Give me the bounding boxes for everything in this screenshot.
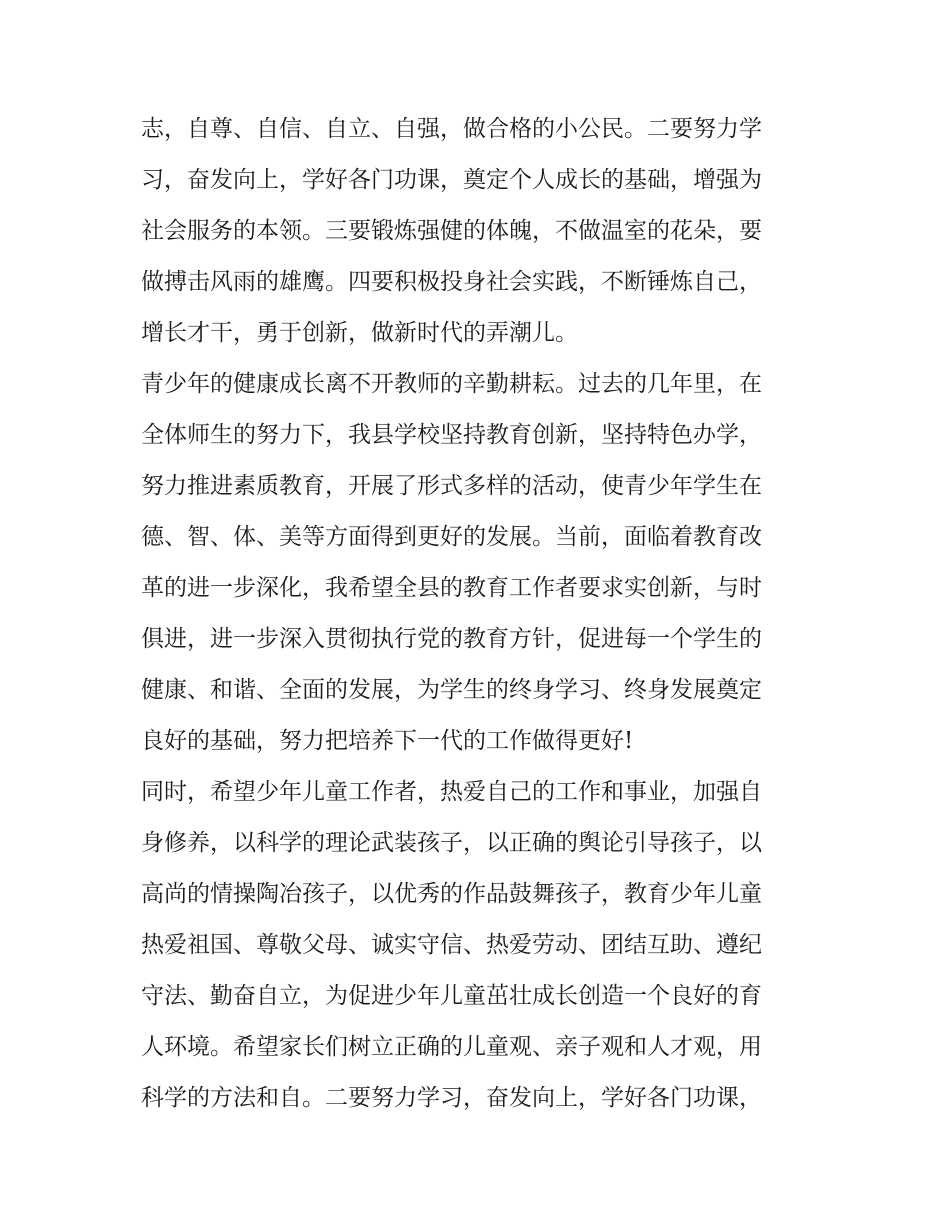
text-line-15: 身修养，以科学的理论武装孩子，以正确的舆论引导孩子，以: [141, 830, 762, 856]
text-line-14: 同时，希望少年儿童工作者，热爱自己的工作和事业，加强自: [141, 779, 762, 805]
text-line-1: 志，自尊、自信、自立、自强，做合格的小公民。二要努力学: [141, 116, 762, 142]
text-line-13: 良好的基础，努力把培养下一代的工作做得更好!: [141, 728, 634, 754]
text-line-8: 努力推进素质教育，开展了形式多样的活动，使青少年学生在: [141, 473, 762, 499]
text-line-7: 全体师生的努力下，我县学校坚持教育创新，坚持特色办学，: [141, 422, 762, 448]
text-line-6: 青少年的健康成长离不开教师的辛勤耕耘。过去的几年里，在: [141, 371, 762, 397]
text-line-17: 热爱祖国、尊敬父母、诚实守信、热爱劳动、团结互助、遵纪: [141, 932, 762, 958]
text-line-5: 增长才干，勇于创新，做新时代的弄潮儿。: [141, 320, 578, 346]
text-line-2: 习，奋发向上，学好各门功课，奠定个人成长的基础，增强为: [141, 167, 762, 193]
text-line-4: 做搏击风雨的雄鹰。四要积极投身社会实践，不断锤炼自己，: [141, 269, 762, 295]
text-line-10: 革的进一步深化，我希望全县的教育工作者要求实创新，与时: [141, 575, 762, 601]
text-line-11: 俱进，进一步深入贯彻执行党的教育方针，促进每一个学生的: [141, 626, 762, 652]
text-line-12: 健康、和谐、全面的发展，为学生的终身学习、终身发展奠定: [141, 677, 762, 703]
text-line-3: 社会服务的本领。三要锻炼强健的体魄，不做温室的花朵，要: [141, 218, 762, 244]
text-line-9: 德、智、体、美等方面得到更好的发展。当前，面临着教育改: [141, 524, 762, 550]
text-line-16: 高尚的情操陶冶孩子，以优秀的作品鼓舞孩子，教育少年儿童: [141, 881, 762, 907]
text-line-19: 人环境。希望家长们树立正确的儿童观、亲子观和人才观，用: [141, 1034, 762, 1060]
body-text: [141, 104, 813, 1124]
text-line-20: 科学的方法和自。二要努力学习，奋发向上，学好各门功课，: [141, 1085, 762, 1111]
text-line-18: 守法、勤奋自立，为促进少年儿童茁壮成长创造一个良好的育: [141, 983, 762, 1009]
